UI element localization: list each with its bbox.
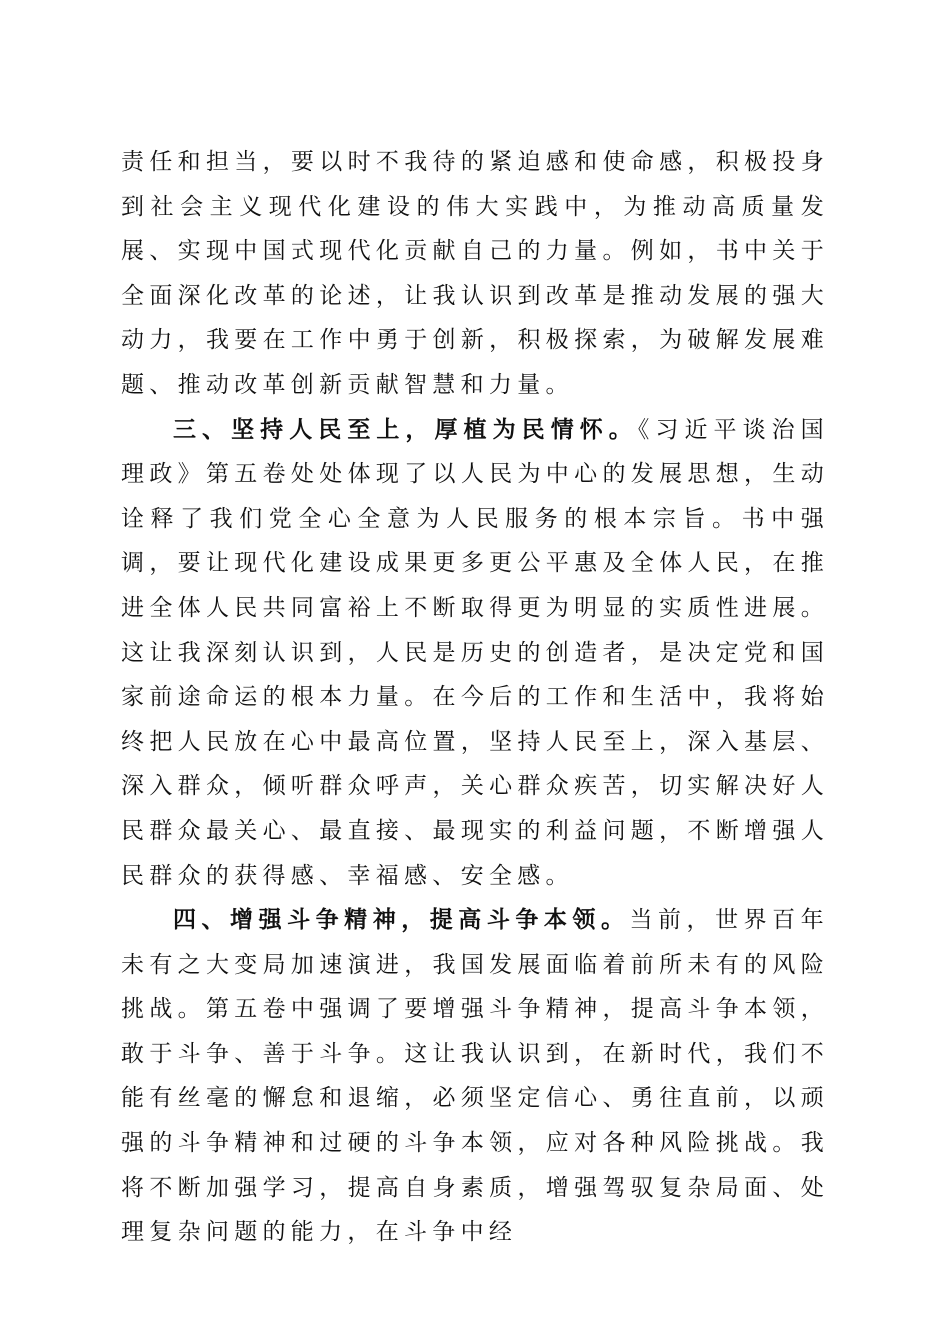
section-heading: 三、坚持人民至上，厚植为民情怀。 <box>173 416 638 443</box>
paragraph-body: 《习近平谈治国理政》第五卷处处体现了以人民为中心的发展思想，生动诠释了我们党全心全意为人民服务的根本宗旨。书中强调，要让现代化建设成果更多更公平惠及全体人民，在推进全体人民共同富裕上不断取得更为明显的实质性进展。这让我深刻认识到，人民是历史的创造者，是决定党和国家前途命运的根本力量。在今后的工作和生活中，我将始终把人民放在心中最高位置，坚持人民至上，深入基层、深入群众，倾听群众呼声，关心群众疾苦，切实解决好人民群众最关心、最直接、最现实的利益问题，不断增强人民群众的获得感、幸福感、安全感。 <box>121 416 829 889</box>
section-heading: 四、增强斗争精神，提高斗争本领。 <box>173 907 630 934</box>
paragraph-section-four <box>121 898 829 1255</box>
paragraph-body: 当前，世界百年未有之大变局加速演进，我国发展面临着前所未有的风险挑战。第五卷中强调了要增强斗争精神，提高斗争本领，敢于斗争、善于斗争。这让我认识到，在新时代，我们不能有丝毫的懈怠和退缩，必须坚定信心、勇往直前，以顽强的斗争精神和过硬的斗争本领，应对各种风险挑战。我将不断加强学习，提高自身素质，增强驾驭复杂局面、处理复杂问题的能力，在斗争中经 <box>121 907 829 1246</box>
paragraph-continuation <box>121 140 829 408</box>
document-body <box>121 140 829 1255</box>
paragraph-section-three <box>121 408 829 899</box>
paragraph-body: 责任和担当，要以时不我待的紧迫感和使命感，积极投身到社会主义现代化建设的伟大实践中，为推动高质量发展、实现中国式现代化贡献自己的力量。例如，书中关于全面深化改革的论述，让我认识到改革是推动发展的强大动力，我要在工作中勇于创新，积极探索，为破解发展难题、推动改革创新贡献智慧和力量。 <box>121 149 829 398</box>
